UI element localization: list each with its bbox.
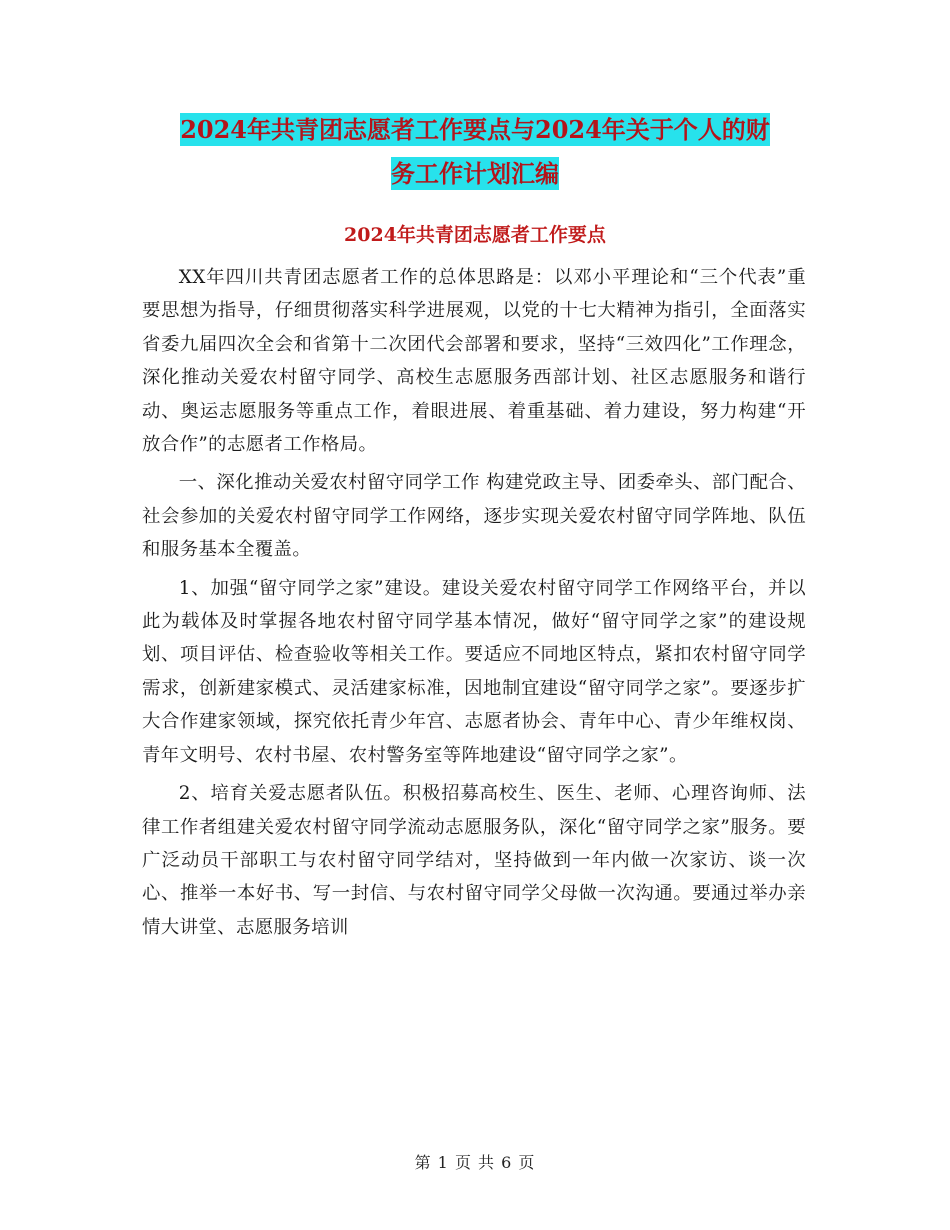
section-heading: 2024年共青团志愿者工作要点 [344, 224, 606, 246]
document-title-line1: 2024年共青团志愿者工作要点与2024年关于个人的财 [180, 115, 770, 144]
page-footer: 第 1 页 共 6 页 [414, 1153, 536, 1172]
document-body [142, 261, 806, 949]
paragraph-intro: XX年四川共青团志愿者工作的总体思路是：以邓小平理论和“三个代表”重要思想为指导，仔细贯彻落实科学进展观，以党的十七大精神为指引，全面落实省委九届四次全会和省第十二次团代会部署和要求，坚持“三效四化”工作理念，深化推动关爱农村留守同学、高校生志愿服务西部计划、社区志愿服务和谐行动、奥运志愿服务等重点工作，着眼进展、着重基础、着力建设，努力构建“开放合作”的志愿者工作格局。 [142, 267, 806, 456]
paragraph-item-1: 1、加强“留守同学之家”建设。建设关爱农村留守同学工作网络平台，并以此为载体及时掌握各地农村留守同学基本情况，做好“留守同学之家”的建设规划、项目评估、检查验收等相关工作。要适应不同地区特点，紧扣农村留守同学需求，创新建家模式、灵活建家标准，因地制宜建设“留守同学之家”。要逐步扩大合作建家领域，探究依托青少年宫、志愿者协会、青年中心、青少年维权岗、青年文明号、农村书屋、农村警务室等阵地建设“留守同学之家”。 [142, 577, 806, 766]
document-title-line2: 务工作计划汇编 [391, 159, 559, 188]
paragraph-section-one: 一、深化推动关爱农村留守同学工作 构建党政主导、团委牵头、部门配合、社会参加的关爱农村留守同学工作网络，逐步实现关爱农村留守同学阵地、队伍和服务基本全覆盖。 [142, 472, 806, 561]
paragraph-item-2: 2、培育关爱志愿者队伍。积极招募高校生、医生、老师、心理咨询师、法律工作者组建关爱农村留守同学流动志愿服务队，深化“留守同学之家”服务。要广泛动员干部职工与农村留守同学结对，坚持做到一年内做一次家访、谈一次心、推举一本好书、写一封信、与农村留守同学父母做一次沟通。要通过举办亲情大讲堂、志愿服务培训 [142, 783, 806, 938]
document-title [0, 108, 950, 196]
